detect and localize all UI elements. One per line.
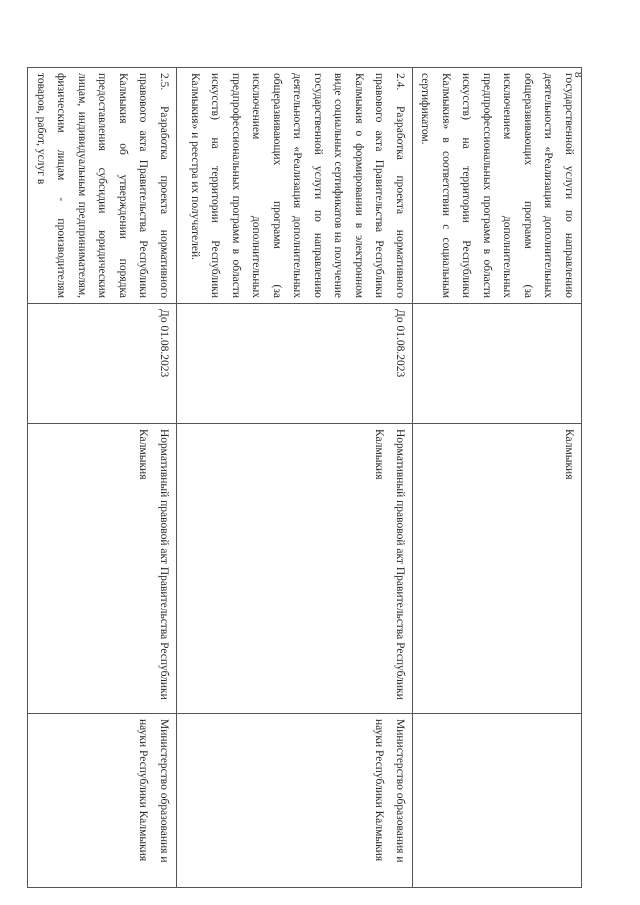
deadline-cell [413,304,582,424]
measures-table [28,67,583,888]
task-cell: 2.4. Разработка проекта нормативного правового акта Правительства Республики Калмыкия о формировании в электронном виде социальных сертификатов на получение государственной услуги по направлению деятельности «Реализация дополнительных общеразвивающих программ (за исключением дополнительных предпрофессиональных программ в области искусств) на территории Республики Калмыкия» и реестра их получателей. [177,68,413,304]
responsible-cell [413,714,582,888]
table-row [177,68,413,888]
document-type-cell: Калмыкия [413,424,582,714]
deadline-cell: До 01.08.2023 [28,304,177,424]
page-number: 8 [572,72,584,78]
responsible-cell: Министерство образования и науки Республики Калмыкия [177,714,413,888]
task-cell: государственной услуги по направлению деятельности «Реализация дополнительных общеразвивающих программ (за исключением дополнительных предпрофессиональных программ в области искусств) на территории Республики Калмыкия» в соответствии с социальным сертификатом. [413,68,582,304]
table-row [28,68,177,888]
document-type-cell: Нормативный правовой акт Правительства Республики Калмыкия [28,424,177,714]
table-row [413,68,582,888]
document-type-cell: Нормативный правовой акт Правительства Республики Калмыкия [177,424,413,714]
deadline-cell: До 01.08.2023 [177,304,413,424]
rotated-table-block [35,67,582,887]
responsible-cell: Министерство образования и науки Республики Калмыкия [28,714,177,888]
task-cell: 2.5. Разработка проекта нормативного правового акта Правительства Республики Калмыкия об утверждении порядка предоставления субсидии юридическим лицам, индивидуальным предпринимателям, физическим лицам - производителям товаров, работ, услуг в [28,68,177,304]
